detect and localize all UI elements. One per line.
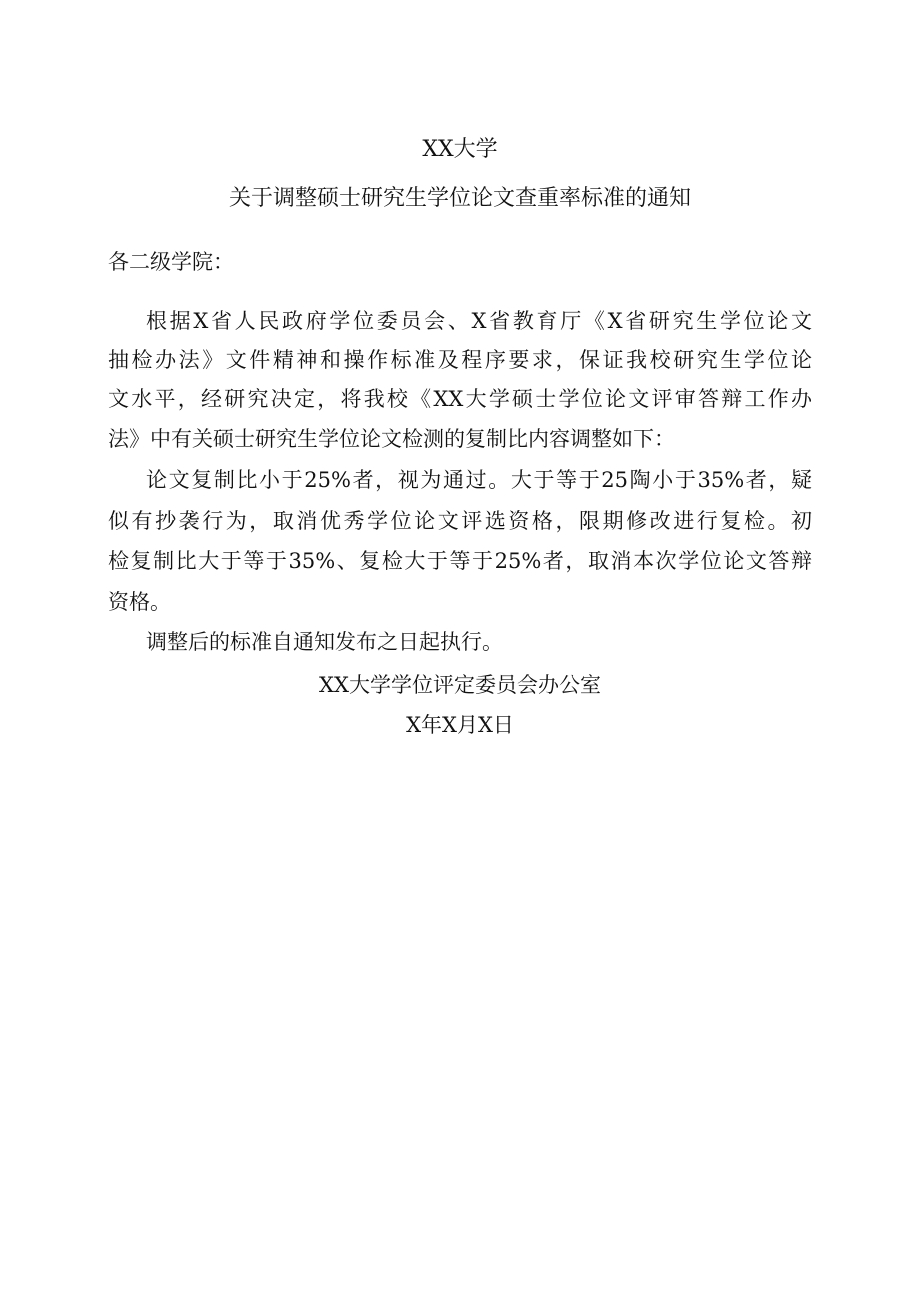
notice-title: 关于调整硕士研究生学位论文查重率标准的通知 (228, 186, 691, 211)
paragraph-2-line-3: 检复制比大于等于35%、复检大于等于25%者，取消本次学位论文答辩 (108, 549, 812, 573)
paragraph-2-line-1: 论文复制比小于25%者，视为通过。大于等于25陶小于35%者，疑 (146, 468, 812, 492)
paragraph-1-line-3: 文水平，经研究决定，将我校《XX大学硕士学位论文评审答辩工作办 (108, 387, 812, 411)
university-name: XX大学 (422, 137, 498, 162)
signature-office: XX大学学位评定委员会办公室 (319, 673, 601, 697)
signature-date: X年X月X日 (406, 713, 514, 737)
paragraph-2-line-2: 似有抄袭行为，取消优秀学位论文评选资格，限期修改进行复检。初 (108, 509, 812, 533)
paragraph-1-line-4: 法》中有关硕士研究生学位论文检测的复制比内容调整如下： (108, 427, 675, 451)
salutation: 各二级学院： (108, 250, 234, 274)
paragraph-1-line-1: 根据X省人民政府学位委员会、X省教育厅《X省研究生学位论文 (146, 309, 812, 333)
paragraph-3-line-1: 调整后的标准自通知发布之日起执行。 (146, 630, 503, 654)
paragraph-1-line-2: 抽检办法》文件精神和操作标准及程序要求，保证我校研究生学位论 (108, 348, 812, 372)
paragraph-2-line-4: 资格。 (108, 590, 171, 614)
